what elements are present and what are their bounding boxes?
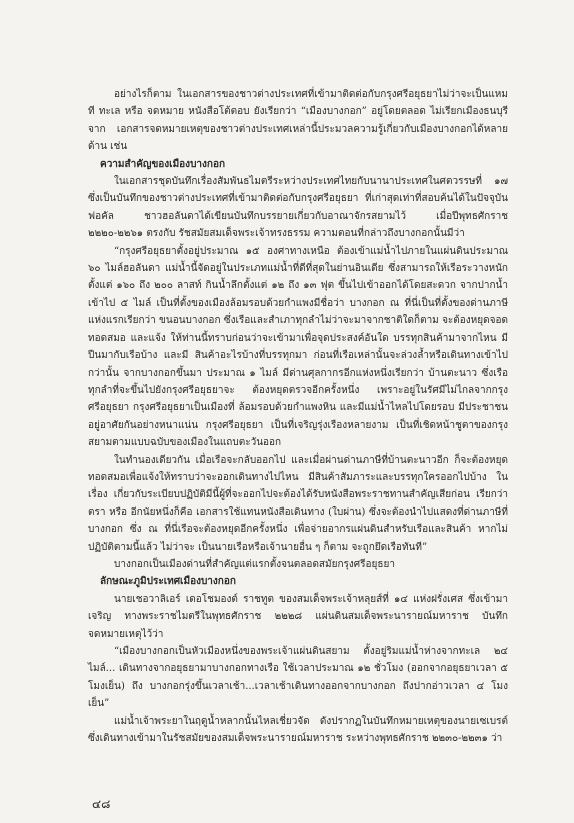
paragraph-summary: บางกอกเป็นเมืองด่านที่สำคัญแต่แรกตั้งจนตลอดสมัยกรุงศรีอยุธยา — [114, 558, 395, 570]
paragraph-quote-bangkok-city: “เมืองบางกอกเป็นหัวเมืองหนึ่งของพระเจ้าแผ่นดินสยาม ตั้งอยู่ริมแม่น้ำห่างจากทะเล ๒๔ ไมล์... เดินทางจากอยุธยามาบางกอกทางเรือ ใช้เวลาประมาณ ๑๒ ชั่วโมง (ออกจากอยุธยาเวลา ๕ โมงเย็น) ถึง บางกอกรุ่งขึ้นเวลาเช้า...เวลาเช้าเดินทางออกจากบางกอก ถึงปากอ่าวเวลา ๔ โมงเย็น” — [88, 646, 508, 710]
paragraph-quote-return: ในทำนองเดียวกัน เมื่อเรือจะกลับออกไป และเมื่อผ่านด่านภาษีที่บ้านตะนาวอีก ก็จะต้องหยุด ทอดสมอเพื่อแจ้งให้ทราบว่าจะออกเดินทางไปไหน มีสินค้าสัมภาระและบรรทุกใครออกไปบ้าง ในเรื่อง เกี่ยวกับระเบียบปฏิบัติมีนี้ผู้ที่จะออกไปจะต้องได้รับหนังสือพระราชทานสำคัญเสียก่อน เรียกว่า ตรา หรือ อีกนัยหนึ่งก็คือ เอกสารใช้แทนหนังสือเดินทาง (ใบผ่าน) ซึ่งจะต้องนำไปแสดงที่ด่านภาษีที่บางกอก ซึ่ง ณ ที่นี่เรือจะต้องหยุดอีกครั้งหนึ่ง เพื่อจ่ายอากรแผ่นดินสำหรับเรือและสินค้า หากไม่ปฏิบัติตามนี้แล้ว ไม่ว่าจะ เป็นนายเรือหรือเจ้านายอื่น ๆ ก็ตาม จะถูกยึดเรือทันที” — [88, 454, 508, 553]
paragraph-chaumont: นายเชอวาลิเอร์ เดอโชมองต์ ราชทูต ของสมเด็จพระเจ้าหลุยส์ที่ ๑๔ แห่งฝรั่งเศส ซึ่งเข้ามาเจริญ ทางพระราชไมตรีในพุทธศักราช ๒๒๒๘ แผ่นดินสมเด็จพระนารายณ์มหาราช บันทึกจดหมายเหตุไว้ว่า — [88, 593, 508, 640]
paragraph-importance-context: ในเอกสารชุดบันทึกเรื่องสัมพันธไมตรีระหว่างประเทศไทยกับนานาประเทศในศตวรรษที่ ๑๗ ซึ่งเป็นบันทึกของชาวต่างประเทศที่เข้ามาติดต่อกับกรุงศรีอยุธยา ที่เก่าสุดเท่าที่สอบค้นได้ในปัจจุบันฟอคัล ชาวฮอลันดาได้เขียนบันทึกบรรยายเกี่ยวกับอาณาจักรสยามไว้ เมื่อปีพุทธศักราช ๒๒๒๐-๒๒๖๑ ตรงกับ รัชสมัยสมเด็จพระเจ้าทรงธรรม ความตอนที่กล่าวถึงบางกอกนั้นมีว่า — [88, 176, 508, 240]
section-heading-geography: ลักษณะภูมิประเทศเมืองบางกอก — [100, 576, 236, 588]
section-heading-importance: ความสำคัญของเมืองบางกอก — [100, 158, 226, 170]
paragraph-quote-ayutthaya: “กรุงศรีอยุธยาตั้งอยู่ประมาณ ๑๕ องศาทางเหนือ ต้องเข้าแม่น้ำไปภายในแผ่นดินประมาณ ๖๐ ไมล์ฮอลันดา แม่น้ำนี้จัดอยู่ในประเภทแม่น้ำที่ดีที่สุดในย่านอินเดีย ซึ่งสามารถให้เรือระวางหนักตั้งแต่ ๑๖๐ ถึง ๒๐๐ ลาสท์ กินน้ำลึกตั้งแต่ ๑๒ ถึง ๑๓ ฟุต ขึ้นไปเข้าออกได้โดยสะดวก จากปากน้ำเข้าไป ๕ ไมล์ เป็นที่ตั้งของเมืองล้อมรอบด้วยกำแพงมีชื่อว่า บางกอก ณ ที่นี่เป็นที่ตั้งของด่านภาษีแห่งแรกเรียกว่า ขนอนบางกอก ซึ่งเรือและสำเภาทุกลำไม่ว่าจะมาจากชาติใดก็ตาม จะต้องหยุดจอดทอดสมอ และแจ้ง ให้ท่านนี้ทราบก่อนว่าจะเข้ามาเพื่อจุดประสงค์อันใด บรรทุกสินค้ามาจากไหน มีปืนมากับเรือบ้าง และมี สินค้าอะไรบ้างที่บรรทุกมา ก่อนที่เรือเหล่านั้นจะล่วงล้ำหรือเดินทางเข้าไปกว่านั้น จากบางกอกขึ้นมา ประมาณ ๑ ไมล์ มีด่านศุลกากรอีกแห่งหนึ่งเรียกว่า บ้านตะนาว ซึ่งเรือทุกลำที่จะขึ้นไปยังกรุงศรีอยุธยาจะ ต้องหยุดตรวจอีกครั้งหนึ่ง เพราะอยู่ในรัศมีไม่ไกลจากกรุงศรีอยุธยา กรุงศรีอยุธยาเป็นเมืองที่ ล้อมรอบด้วยกำแพงหิน และมีแม่น้ำไหลไปโดยรอบ มีประชาชนอยู่อาศัยกันอย่างหนาแน่น กรุงศรีอยุธยา เป็นที่เจริญรุ่งเรืองหลายงาม เป็นที่เชิดหน้าชูตาของกรุงสยามตามแบบฉบับของเมืองในแถบตะวันออก — [88, 245, 508, 449]
paragraph-river-current: แม่น้ำเจ้าพระยาในฤดูน้ำหลากนั้นไหลเชี่ยวจัด ดังปรากฏในบันทึกหมายเหตุของนายเซเบรต์ ซึ่งเดินทางเข้ามาในรัชสมัยของสมเด็จพระนารายณ์มหาราช ระหว่างพุทธศักราช ๒๒๓๐-๒๒๓๑ ว่า — [88, 715, 508, 745]
page-number: ๔๘ — [92, 797, 111, 811]
paragraph-intro: อย่างไรก็ตาม ในเอกสารของชาวต่างประเทศที่เข้ามาติดต่อกับกรุงศรีอยุธยาไม่ว่าจะเป็นแหมที ทะเล หรือ จดหมาย หนังสือโต้ตอบ ยังเรียกว่า “เมืองบางกอก” อยู่โดยตลอด ไม่เรียกเมืองธนบุรี จาก เอกสารจดหมายเหตุของชาวต่างประเทศเหล่านี้ประมวลความรู้เกี่ยวกับเมืองบางกอกได้หลายด้าน เช่น — [88, 89, 508, 153]
